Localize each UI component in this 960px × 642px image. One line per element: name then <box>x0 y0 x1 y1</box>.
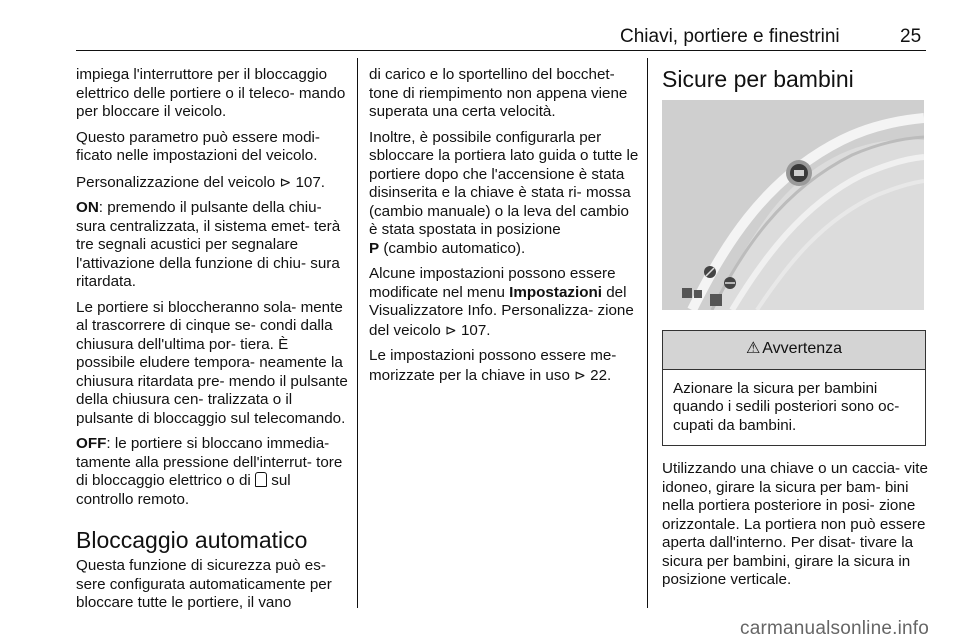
page-ref: 107. <box>460 321 491 339</box>
ref-arrow-icon: ⊳ <box>574 366 586 383</box>
warning-box <box>662 330 926 447</box>
column-divider-1 <box>357 58 358 608</box>
ref-arrow-icon: ⊳ <box>279 173 292 190</box>
text: Inoltre, è possibile configurarla per sbloccare la portiera lato guida o tutte le portiere dopo che l'accensione è stata disinserita e la chiave è stata ri- mossa (cambio manuale) o la leva del cambio è stata spostata in posizione <box>369 128 639 238</box>
child-lock-figure <box>662 100 924 310</box>
section-heading: Sicure per bambini <box>662 66 854 92</box>
warning-text: Azionare la sicura per bambini quando i sedili posteriori sono oc- cupati da bambini. <box>673 379 900 434</box>
column-3 <box>662 66 928 597</box>
page-number: 25 <box>900 26 922 47</box>
page-header-title: Chiavi, portiere e finestrini <box>620 26 840 47</box>
text: Personalizzazione del veicolo <box>76 173 276 191</box>
warning-header <box>663 331 925 370</box>
paragraph: Questa funzione di sicurezza può es- sere configurata automaticamente per bloccare tutte le portiere, il vano <box>76 557 332 611</box>
paragraph: Utilizzando una chiave o un caccia- vite idoneo, girare la sicura per bam- bini nella portiera posteriore in posi- zione orizzontale. La portiera non può essere aperta dall'interno. Per disat- tivare la sicura per bambini, girare la sicura in posizione verticale. <box>662 460 928 588</box>
option-off: OFF <box>76 435 107 452</box>
paragraph: Le portiere si bloccheranno sola- mente al trascorrere di cinque se- condi dalla chiusura dell'ultima por- tiera. È possibile eludere tempora- neamente la chiusura ritardata pre- mendo il pulsante della chiusura cen- tralizzata o il pulsante di bloccaggio sul telecomando. <box>76 298 348 427</box>
page-ref: 22. <box>590 366 612 384</box>
watermark: carmanualsonline.info <box>740 618 930 639</box>
column-divider-2 <box>647 58 648 608</box>
paragraph <box>76 173 351 193</box>
paragraph: Questo parametro può essere modi- ficato nelle impostazioni del veicolo. <box>76 128 320 164</box>
paragraph: impiega l'interruttore per il bloccaggio elettrico delle portiere o il teleco- mando per bloccare il veicolo. <box>76 66 346 120</box>
text: Le impostazioni possono essere me- morizzate per la chiave in uso <box>369 347 617 384</box>
page-ref: 107. <box>295 173 326 191</box>
paragraph <box>76 199 351 292</box>
option-on: ON <box>76 199 99 216</box>
column-2 <box>369 66 641 392</box>
lock-key-icon <box>255 472 267 487</box>
paragraph <box>76 435 351 509</box>
paragraph <box>369 347 641 385</box>
paragraph <box>369 129 641 259</box>
paragraph <box>369 265 641 340</box>
warning-title: Avvertenza <box>762 340 843 358</box>
text: : premendo il pulsante della chiu- sura centralizzata, il sistema emet- terà tre segnali acustici per segnalare l'attivazione della funzione di chiu- sura ritardata. <box>76 199 341 290</box>
text: : le portiere si bloccano immedia- tamente alla pressione dell'interrut- tore di bloccaggio elettrico o di <box>76 435 343 489</box>
menu-name: Impostazioni <box>509 283 602 301</box>
header-rule <box>76 50 926 51</box>
text: sul controllo remoto. <box>76 472 291 508</box>
gear-p: P <box>369 239 380 257</box>
ref-arrow-icon: ⊳ <box>445 321 457 338</box>
column-1 <box>76 66 351 620</box>
text: Alcune impostazioni possono essere modificate nel menu <box>369 265 616 301</box>
warning-triangle-icon: ⚠ <box>745 340 761 358</box>
text: del Visualizzatore Info. Personalizza- zione del veicolo <box>369 283 634 339</box>
section-heading: Bloccaggio automatico <box>76 527 308 553</box>
paragraph: di carico e lo sportellino del bocchet- tone di riempimento non appena viene superata una certa velocità. <box>369 66 628 120</box>
text: (cambio automatico). <box>383 239 526 257</box>
